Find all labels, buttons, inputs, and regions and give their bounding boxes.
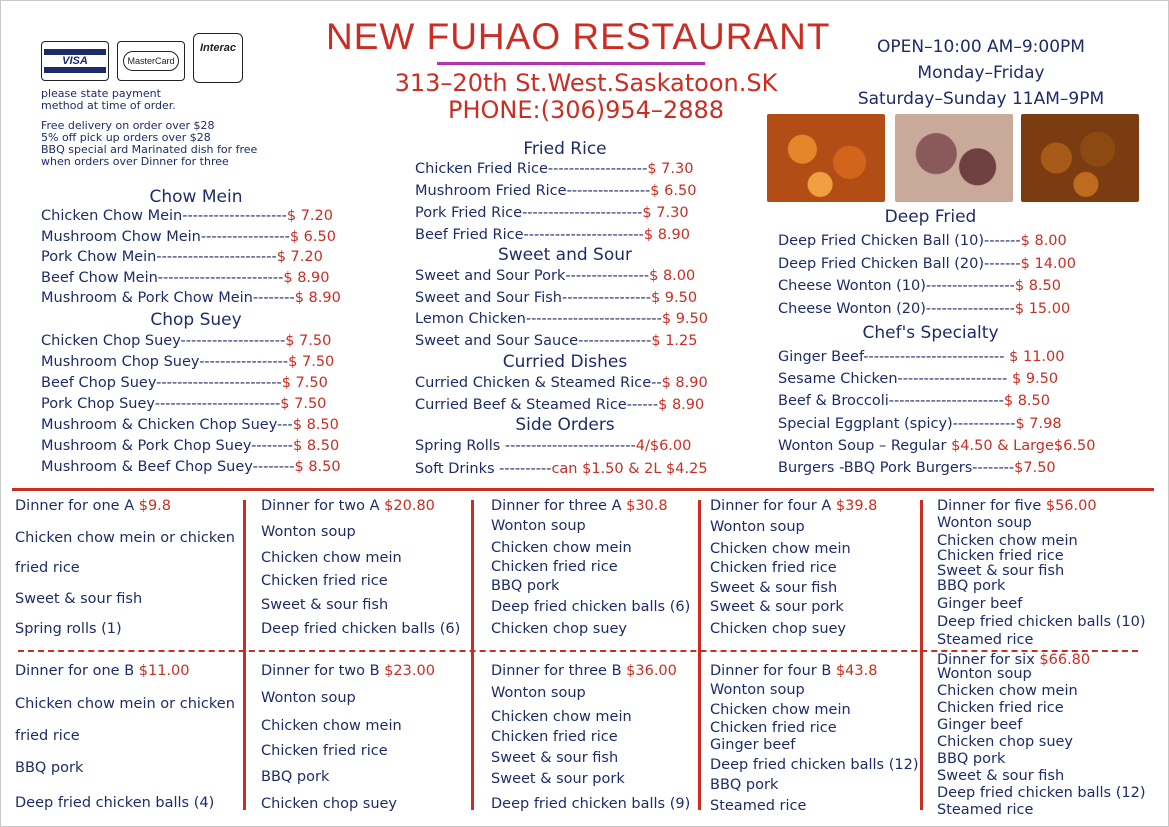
item-name: Ginger Beef---------------------------: [778, 349, 1010, 365]
promo-line: 5% off pick up orders over $28: [41, 131, 211, 144]
dinner-title-text: Dinner for five: [937, 498, 1046, 514]
interac-label: Interac: [199, 42, 237, 54]
item-name: Deep Fried Chicken Ball (20)-------: [778, 255, 1021, 272]
dinner-price: $39.8: [835, 498, 878, 514]
menu-item: [41, 436, 341, 457]
menu-item: [778, 299, 1076, 322]
item-price: $ 8.90: [643, 227, 690, 243]
dinner-item: Chicken chow mein: [491, 540, 632, 556]
item-price: $ 15.00: [1014, 300, 1071, 317]
item-price: $ 6.50: [289, 228, 336, 245]
visa-label: VISA: [44, 49, 106, 73]
side-orders-list: [415, 436, 708, 482]
menu-item: [415, 288, 708, 310]
dinner-item: Steamed rice: [937, 632, 1034, 648]
item-name: Mushroom Chop Suey-----------------: [41, 354, 289, 370]
item-name: Sweet and Sour Pork----------------: [415, 268, 650, 284]
dinner-item: Sweet & sour fish: [710, 580, 838, 596]
section-heading-side-orders: Side Orders: [515, 415, 615, 435]
address: 313–20th St.West.Saskatoon.SK: [394, 69, 778, 97]
dinner-title-text: Dinner for one A: [15, 498, 139, 514]
dinner-item: BBQ pork: [15, 760, 84, 776]
column-divider: [920, 500, 923, 810]
promo-line: BBQ special ard Marinated dish for free: [41, 143, 258, 156]
dinner-item: fried rice: [15, 728, 80, 744]
dinner-item: BBQ pork: [710, 777, 779, 793]
dinner-title: [937, 498, 1097, 514]
item-price: $ 8.50: [293, 438, 340, 454]
menu-item: [778, 391, 1095, 413]
menu-item: [415, 225, 696, 247]
item-price: $ 9.50: [650, 289, 698, 306]
column-divider: [471, 500, 474, 810]
menu-item: [415, 159, 696, 181]
dinner-item: Chicken fried rice: [491, 559, 618, 575]
item-name: Soft Drinks ----------: [415, 461, 552, 477]
chop-suey-list: [41, 331, 341, 478]
dinner-item: BBQ pork: [937, 578, 1006, 594]
item-price: $ 7.30: [647, 161, 694, 177]
sweet-sour-list: [415, 266, 708, 352]
item-name: Lemon Chicken--------------------------: [415, 311, 662, 327]
dinner-item: Sweet & sour fish: [261, 597, 389, 613]
dinner-price: $23.00: [384, 663, 435, 679]
dinner-item: Chicken fried rice: [937, 548, 1064, 564]
item-price: can $1.50 & 2L $4.25: [551, 461, 708, 477]
item-price: $ 8.90: [294, 290, 341, 306]
menu-item: [41, 268, 341, 289]
item-price: $ 7.50: [285, 333, 332, 349]
column-divider: [243, 500, 246, 810]
menu-item: [415, 459, 708, 482]
menu-item: [415, 373, 708, 395]
menu-item: [778, 347, 1095, 369]
dinner-item: Steamed rice: [937, 802, 1034, 818]
menu-item: [778, 276, 1076, 299]
menu-item: [41, 331, 341, 352]
dinner-item: BBQ pork: [261, 769, 330, 785]
food-photo-chicken-balls: [767, 114, 885, 202]
menu-item: [41, 206, 341, 227]
food-photo-bbq-pork: [895, 114, 1013, 202]
item-price: $ 8.50: [292, 417, 339, 433]
dinner-price: $11.00: [138, 663, 190, 679]
dinner-item: Chicken chop suey: [491, 621, 628, 637]
item-price: $ 9.50: [661, 311, 709, 327]
deep-fried-list: [778, 231, 1076, 321]
item-price: $ 7.20: [286, 208, 333, 224]
item-price: $ 7.50: [280, 396, 327, 412]
item-name: Sweet and Sour Fish-----------------: [415, 289, 651, 306]
dinner-item: Sweet & sour fish: [937, 563, 1065, 579]
dinner-title: [261, 663, 435, 679]
dinner-item: Sweet & sour pork: [710, 599, 844, 615]
hours-line: Monday–Friday: [917, 63, 1045, 83]
dinner-item: Deep fried chicken balls (10): [937, 614, 1146, 630]
item-price: $ 7.30: [642, 205, 689, 221]
menu-item: [41, 394, 341, 415]
item-price: $ 7.50: [288, 354, 335, 370]
item-name: Mushroom Fried Rice----------------: [415, 183, 651, 199]
hours-line: OPEN–10:00 AM–9:00PM: [877, 37, 1085, 57]
item-name: Cheese Wonton (10)-----------------: [778, 278, 1015, 294]
section-heading-deep-fried: Deep Fried: [884, 207, 977, 227]
dinner-item: Chicken chow mein or chicken: [15, 530, 235, 546]
dinner-item: BBQ pork: [937, 751, 1006, 767]
item-name: Curried Beef & Steamed Rice------: [415, 397, 659, 413]
dinner-item: Chicken chow mein: [491, 709, 632, 725]
title-underline: [437, 62, 705, 65]
dinner-item: Ginger beef: [937, 596, 1023, 612]
dinner-price: $9.8: [138, 498, 172, 514]
item-name: Chicken Chop Suey--------------------: [41, 333, 286, 349]
menu-item: [41, 247, 341, 268]
dinner-item: Wonton soup: [261, 690, 356, 706]
item-price: $ 8.50: [294, 459, 341, 475]
dinner-item: Chicken chow mein: [261, 550, 402, 566]
dinner-title-text: Dinner for three A: [491, 498, 627, 514]
curried-list: [415, 373, 708, 417]
promo-line: when orders over Dinner for three: [41, 155, 229, 168]
dinner-title-text: Dinner for four A: [710, 498, 836, 514]
item-price: $ 7.20: [276, 249, 323, 265]
hours-line: Saturday–Sunday 11AM–9PM: [857, 89, 1105, 109]
menu-item: [415, 181, 696, 203]
dinner-item: Deep fried chicken balls (9): [491, 796, 691, 812]
fried-rice-list: [415, 159, 696, 247]
food-photo-ginger-beef: [1021, 114, 1139, 202]
item-price: $ 14.00: [1020, 255, 1076, 272]
item-name: Mushroom & Chicken Chop Suey---: [41, 417, 293, 433]
promo-notes: [41, 120, 257, 168]
item-name: Beef Fried Rice-----------------------: [415, 227, 644, 243]
dinner-item: Wonton soup: [710, 682, 805, 698]
item-name: Spring Rolls -------------------------: [415, 438, 636, 454]
dinner-item: Deep fried chicken balls (6): [261, 621, 461, 637]
item-name: Sweet and Sour Sauce--------------: [415, 332, 652, 349]
menu-item: [415, 331, 708, 353]
menu-item: [415, 266, 708, 288]
menu-item: [41, 373, 341, 394]
dinner-item: Chicken chop suey: [261, 796, 398, 812]
item-name: Mushroom & Pork Chop Suey--------: [41, 438, 294, 454]
dinner-title-text: Dinner for one B: [15, 663, 139, 679]
item-price: $ 1.25: [651, 332, 698, 349]
item-name: Beef Chow Mein------------------------: [41, 269, 284, 286]
dinner-item: Sweet & sour fish: [15, 591, 143, 607]
item-name: Cheese Wonton (20)-----------------: [778, 300, 1015, 317]
dinner-title-text: Dinner for two A: [261, 498, 385, 514]
chow-mein-list: [41, 206, 341, 309]
item-price: $4.50 & Large$6.50: [951, 437, 1096, 454]
dinner-item: Wonton soup: [491, 685, 586, 701]
item-price: $ 6.50: [650, 183, 697, 199]
item-name: Sesame Chicken---------------------: [778, 371, 1013, 388]
dinner-item: Chicken fried rice: [491, 729, 618, 745]
payment-note-line: method at time of order.: [41, 99, 176, 112]
dinner-item: Wonton soup: [937, 666, 1032, 682]
item-name: Wonton Soup – Regular: [778, 437, 952, 454]
dinner-item: Chicken fried rice: [710, 720, 837, 736]
dinner-item: Chicken chow mein: [710, 702, 851, 718]
mastercard-icon: [117, 41, 185, 81]
dinner-item: Chicken chop suey: [710, 621, 847, 637]
item-price: $ 11.00: [1009, 349, 1065, 365]
menu-item: [415, 203, 696, 225]
dinner-item: Wonton soup: [937, 515, 1032, 531]
dinner-price: $30.8: [626, 498, 668, 514]
section-heading-fried-rice: Fried Rice: [523, 139, 607, 159]
item-name: Chicken Chow Mein--------------------: [41, 208, 287, 224]
dinner-item: Spring rolls (1): [15, 621, 122, 637]
item-price: $ 8.90: [283, 269, 330, 286]
dinner-item: Chicken fried rice: [710, 560, 837, 576]
item-price: $ 8.50: [1014, 278, 1061, 294]
mastercard-label: MasterCard: [123, 51, 178, 71]
dinner-item: Wonton soup: [491, 518, 586, 534]
dinner-item: fried rice: [15, 560, 80, 576]
item-price: $7.50: [1014, 459, 1056, 476]
menu-item: [41, 227, 341, 248]
dinner-title-text: Dinner for four B: [710, 663, 836, 679]
dinner-title: [710, 498, 877, 514]
dinner-item: Wonton soup: [710, 519, 805, 535]
section-divider: [12, 488, 1154, 491]
dinner-item: Deep fried chicken balls (6): [491, 599, 691, 615]
dinner-item: Deep fried chicken balls (4): [15, 795, 215, 811]
dinner-item: Deep fried chicken balls (12): [710, 757, 919, 773]
dinner-item: Chicken chop suey: [937, 734, 1074, 750]
dinner-title: [15, 663, 190, 679]
column-divider: [698, 500, 701, 810]
item-price: $ 8.90: [661, 375, 708, 391]
menu-item: [778, 436, 1095, 458]
dinner-price: $20.80: [384, 498, 435, 514]
promo-line: Free delivery on order over $28: [41, 119, 215, 132]
menu-item: [41, 415, 341, 436]
dinner-item: Chicken fried rice: [937, 700, 1064, 716]
menu-item: [415, 436, 708, 459]
item-price: 4/$6.00: [635, 438, 692, 454]
item-name: Pork Chop Suey------------------------: [41, 396, 281, 412]
dinner-item: Wonton soup: [261, 524, 356, 540]
dinner-title: [710, 663, 877, 679]
dinner-title-text: Dinner for three B: [491, 663, 627, 679]
menu-item: [778, 414, 1095, 436]
dinner-item: Chicken fried rice: [261, 573, 388, 589]
menu-item: [41, 457, 341, 478]
menu-item: [41, 288, 341, 309]
dinner-item: Chicken fried rice: [261, 743, 388, 759]
section-heading-chefs-specialty: Chef's Specialty: [862, 323, 999, 343]
dinner-item: Chicken chow mein: [261, 718, 402, 734]
dinner-price: $66.80: [1039, 652, 1091, 668]
chefs-specialty-list: [778, 347, 1095, 480]
menu-item: [778, 254, 1076, 277]
section-heading-chop-suey: Chop Suey: [150, 310, 242, 330]
item-name: Pork Fried Rice-----------------------: [415, 205, 643, 221]
dinner-title: [261, 498, 435, 514]
menu-item: [778, 369, 1095, 391]
item-price: $ 8.50: [1003, 393, 1050, 410]
dinner-item: Chicken chow mein: [937, 683, 1078, 699]
dinner-price: $43.8: [835, 663, 878, 679]
dinner-item: Chicken chow mein: [937, 533, 1078, 549]
item-price: $ 8.90: [658, 397, 705, 413]
payment-note: [41, 88, 176, 112]
dinner-item: Ginger beef: [937, 717, 1023, 733]
item-name: Mushroom Chow Mein-----------------: [41, 228, 290, 245]
menu-item: [415, 309, 708, 331]
restaurant-name: NEW FUHAO RESTAURANT: [326, 16, 831, 57]
menu-item: [415, 395, 708, 417]
menu-item: [41, 352, 341, 373]
section-heading-sweet-sour: Sweet and Sour: [497, 245, 633, 265]
item-name: Curried Chicken & Steamed Rice--: [415, 375, 662, 391]
item-name: Pork Chow Mein-----------------------: [41, 249, 277, 265]
dinner-title-text: Dinner for six: [937, 652, 1040, 668]
menu-item: [778, 231, 1076, 254]
dinner-item: BBQ pork: [491, 578, 560, 594]
item-price: $ 8.00: [649, 268, 696, 284]
item-name: Mushroom & Beef Chop Suey--------: [41, 459, 295, 475]
dinner-item: Sweet & sour pork: [491, 771, 625, 787]
dinner-item: Sweet & sour fish: [491, 750, 619, 766]
item-name: Deep Fried Chicken Ball (10)-------: [778, 233, 1021, 249]
dinner-item: Ginger beef: [710, 737, 796, 753]
payment-note-line: please state payment: [41, 87, 161, 100]
interac-icon: [193, 33, 243, 83]
dinner-title: [491, 498, 668, 514]
dinner-price: $56.00: [1045, 498, 1097, 514]
phone: PHONE:(306)954–2888: [447, 96, 725, 124]
item-name: Mushroom & Pork Chow Mein--------: [41, 290, 295, 306]
dinner-item: Sweet & sour fish: [937, 768, 1065, 784]
item-price: $ 9.50: [1012, 371, 1059, 388]
section-heading-chow-mein: Chow Mein: [149, 187, 243, 207]
visa-card-icon: [41, 41, 109, 81]
section-heading-curried: Curried Dishes: [502, 352, 628, 372]
dinner-title: [491, 663, 677, 679]
hours-block: [846, 34, 1116, 112]
menu-item: [778, 458, 1095, 480]
dinner-item: Steamed rice: [710, 798, 807, 814]
dinner-item: Chicken chow mein or chicken: [15, 696, 235, 712]
item-name: Chicken Fried Rice-------------------: [415, 161, 648, 177]
dinner-item: Chicken chow mein: [710, 541, 851, 557]
item-price: $ 7.50: [281, 375, 328, 391]
dinner-price: $36.00: [626, 663, 677, 679]
item-name: Beef & Broccoli----------------------: [778, 393, 1004, 410]
dinner-title-text: Dinner for two B: [261, 663, 385, 679]
item-name: Burgers -BBQ Pork Burgers--------: [778, 459, 1015, 476]
item-price: $ 8.00: [1020, 233, 1067, 249]
dinner-item: Deep fried chicken balls (12): [937, 785, 1146, 801]
item-name: Beef Chop Suey------------------------: [41, 375, 282, 391]
item-price: $ 7.98: [1015, 415, 1062, 432]
item-name: Special Eggplant (spicy)------------: [778, 415, 1016, 432]
dinner-title: [15, 498, 171, 514]
